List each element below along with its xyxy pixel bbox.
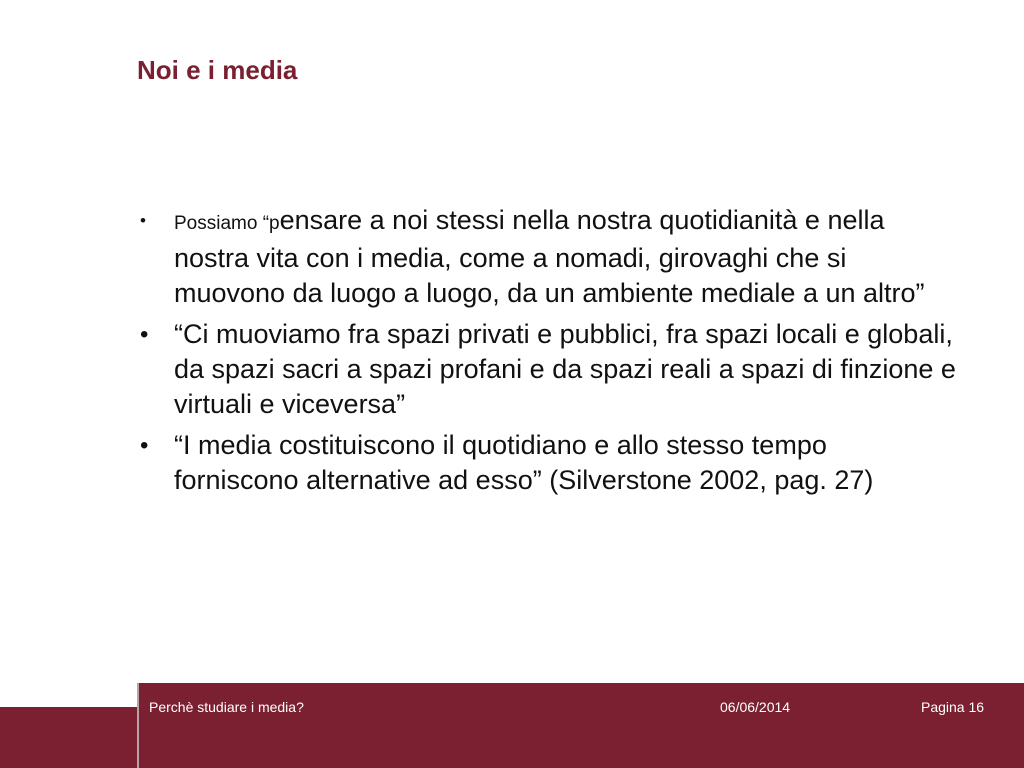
footer-presentation-title: Perchè studiare i media? [149,699,304,715]
bullet-lead-text: Possiamo “p [174,213,280,234]
bullet-text: “Ci muoviamo fra spazi privati e pubblici, fra spazi locali e globali, da spazi sacri a spazi profani e da spazi reali a spazi di finzione e virtuali e viceversa” [174,319,956,419]
bullet-item-1 [137,203,957,311]
bullet-list [137,203,957,504]
bullet-item-3 [137,428,957,498]
footer-page-number: Pagina 16 [921,699,985,715]
bullet-dot-icon: • [140,211,146,230]
bullet-text: “I media costituiscono il quotidiano e allo stesso tempo forniscono alternative ad esso” (Silverstone 2002, pag. 27) [174,430,874,495]
bullet-dot-icon: • [140,432,149,459]
footer-date: 06/06/2014 [720,699,791,715]
bullet-text: ensare a noi stessi nella nostra quotidianità e nella nostra vita con i media, come a nomadi, girovaghi che si muovono da luogo a luogo, da un ambiente mediale a un altro” [174,205,925,308]
footer-panel [137,683,1024,768]
bullet-item-2 [137,317,957,422]
slide-title: Noi e i media [137,55,298,85]
bullet-dot-icon: • [140,321,149,348]
